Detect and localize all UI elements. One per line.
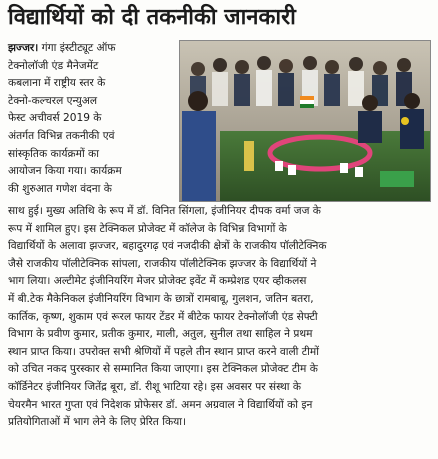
intro-line: अंतर्गत विभिन्न तकनीकी एवं: [8, 129, 115, 142]
intro-line: सांस्कृतिक कार्यक्रमों का: [8, 147, 99, 160]
body-line: साथ हुई। मुख्य अतिथि के रूप में डॉ. विनित सिंगला, इंजीनियर दीपक वर्मा जज के: [8, 205, 321, 217]
body-line: प्रतियोगिताओं में भाग लेने के लिए प्रेरित किया।: [8, 416, 186, 429]
body-line: विद्यार्थियों के अलावा झज्जर, बहादुरगढ़ एवं नजदीकी क्षेत्रों के राजकीय पॉलीटेक्निक: [8, 240, 327, 253]
intro-line: आयोजन किया गया। कार्यक्रम: [8, 165, 122, 178]
students-with-model-photo: [180, 41, 430, 201]
intro-line: फेस्ट अचीवर्स 2019 के: [8, 112, 102, 125]
body-line: चेयरमैन भारत गुप्ता एवं निदेशक प्रोफेसर डॉ. अमन अग्रवाल ने विद्यार्थियों को इन: [8, 398, 313, 411]
article-intro: [8, 40, 176, 198]
intro-line: कबलाना में राष्ट्रीय स्तर के: [8, 77, 106, 90]
intro-line: गंगा इंस्टीट्यूट ऑफ: [38, 42, 116, 54]
news-photo: [179, 40, 431, 202]
body-line: भाग लिया। अल्टीमेट इंजीनियरिंग मेजर प्रोजेक्ट इवेंट में कम्प्रेशड एयर व्हीकलस: [8, 275, 307, 288]
article-headline: विद्यार्थियों को दी तकनीकी जानकारी: [8, 5, 296, 30]
intro-line: की शुरुआत गणेश वंदना के: [8, 182, 112, 195]
body-line: रूप में शामिल हुए। इस टेक्निकल प्रोजेक्ट में कॉलेज के विभिन्न विभागों के: [8, 222, 287, 235]
intro-line: टेक्नोलॉजी एंड मैनेजमेंट: [8, 59, 99, 72]
article-body: [8, 203, 432, 432]
body-line: विभाग के प्रवीण कुमार, प्रतीक कुमार, माली, अतुल, सुनील तथा साहिल ने प्रथम: [8, 328, 313, 341]
body-line: स्थान प्राप्त किया। उपरोक्त सभी श्रेणियों में पहले तीन स्थान प्राप्त करने वाली टीमों: [8, 345, 319, 358]
body-line: को उचित नकद पुरस्कार से सम्मानित किया जाएगा। इस टेक्निकल प्रोजेक्ट टीम के: [8, 363, 318, 376]
dateline: झज्जर।: [8, 42, 39, 54]
body-line: जैसे राजकीय पॉलीटेक्निक सांपला, राजकीय पॉलीटेक्निक झज्जर के विद्यार्थियों ने: [8, 257, 317, 270]
intro-line: टेक्नो-कल्चरल एन्युअल: [8, 94, 98, 107]
body-line: कॉर्डिनेटर इंजीनियर जितेंद्र बूरा, डॉ. रीशू भाटिया रहे। इस अवसर पर संस्था के: [8, 380, 302, 393]
body-line: कार्तिक, कृष्ण, शुकाम एवं रूरल फायर टेंडर में बीटेक फायर टेक्नोलॉजी एंड सेफ्टी: [8, 310, 318, 323]
body-line: में बी.टेक मैकेनिकल इंजीनियरिंग विभाग के छात्रों रामबाबू, गुलशन, जतिन बतरा,: [8, 292, 314, 305]
